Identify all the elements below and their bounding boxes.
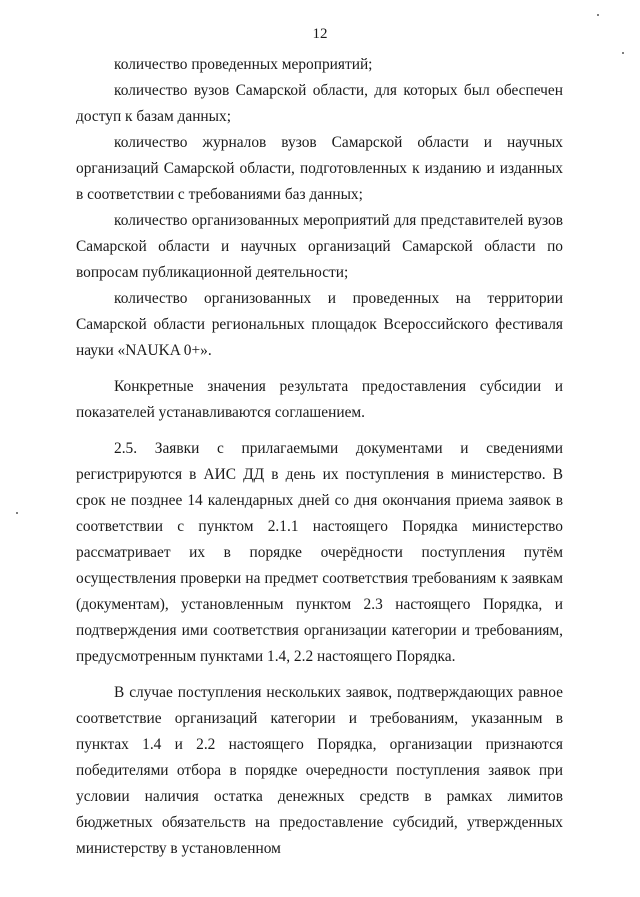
document-body <box>76 52 563 862</box>
paragraph-universities-access: количество вузов Самарской области, для которых был обеспечен доступ к базам данных; <box>76 82 563 125</box>
paragraph-organized-events: количество организованных мероприятий для представителей вузов Самарской области и научных организаций Самарской области по вопросам публикационной деятельности; <box>76 212 563 281</box>
scan-speck <box>597 14 599 16</box>
paragraph-multiple-applications: В случае поступления нескольких заявок, подтверждающих равное соответствие организаций категории и требованиям, указанным в пунктах 1.4 и 2.2 настоящего Порядка, организации признаются победителями отбора в порядке очередности поступления заявок при условии наличия остатка денежных средств в рамках лимитов бюджетных обязательств на предоставление субсидий, утвержденных министерству в установленном <box>76 684 563 857</box>
paragraph-specific-values: Конкретные значения результата предоставления субсидии и показателей устанавливаются соглашением. <box>76 378 563 421</box>
scan-speck <box>622 52 624 54</box>
paragraph-events-count: количество проведенных мероприятий; <box>114 56 373 73</box>
paragraph-journals-count: количество журналов вузов Самарской области и научных организаций Самарской области, подготовленных к изданию и изданных в соответствии с требованиями баз данных; <box>76 134 563 203</box>
page-number: 12 <box>312 26 328 42</box>
paragraph-section-2-5: 2.5. Заявки с прилагаемыми документами и сведениями регистрируются в АИС ДД в день их поступления в министерство. В срок не позднее 14 календарных дней со дня окончания приема заявок в соответствии с пунктом 2.1.1 настоящего Порядка министерство рассматривает их в порядке очерёдности поступления путём осуществления проверки на предмет соответствия требованиям к заявкам (документам), установленным пунктом 2.3 настоящего Порядка, и подтверждения ими соответствия организации категории и требованиям, предусмотренным пунктами 1.4, 2.2 настоящего Порядка. <box>76 440 563 665</box>
scan-speck <box>16 512 18 514</box>
paragraph-festival-platforms: количество организованных и проведенных на территории Самарской области региональных площадок Всероссийского фестиваля науки «NAUKA 0+». <box>76 290 563 359</box>
